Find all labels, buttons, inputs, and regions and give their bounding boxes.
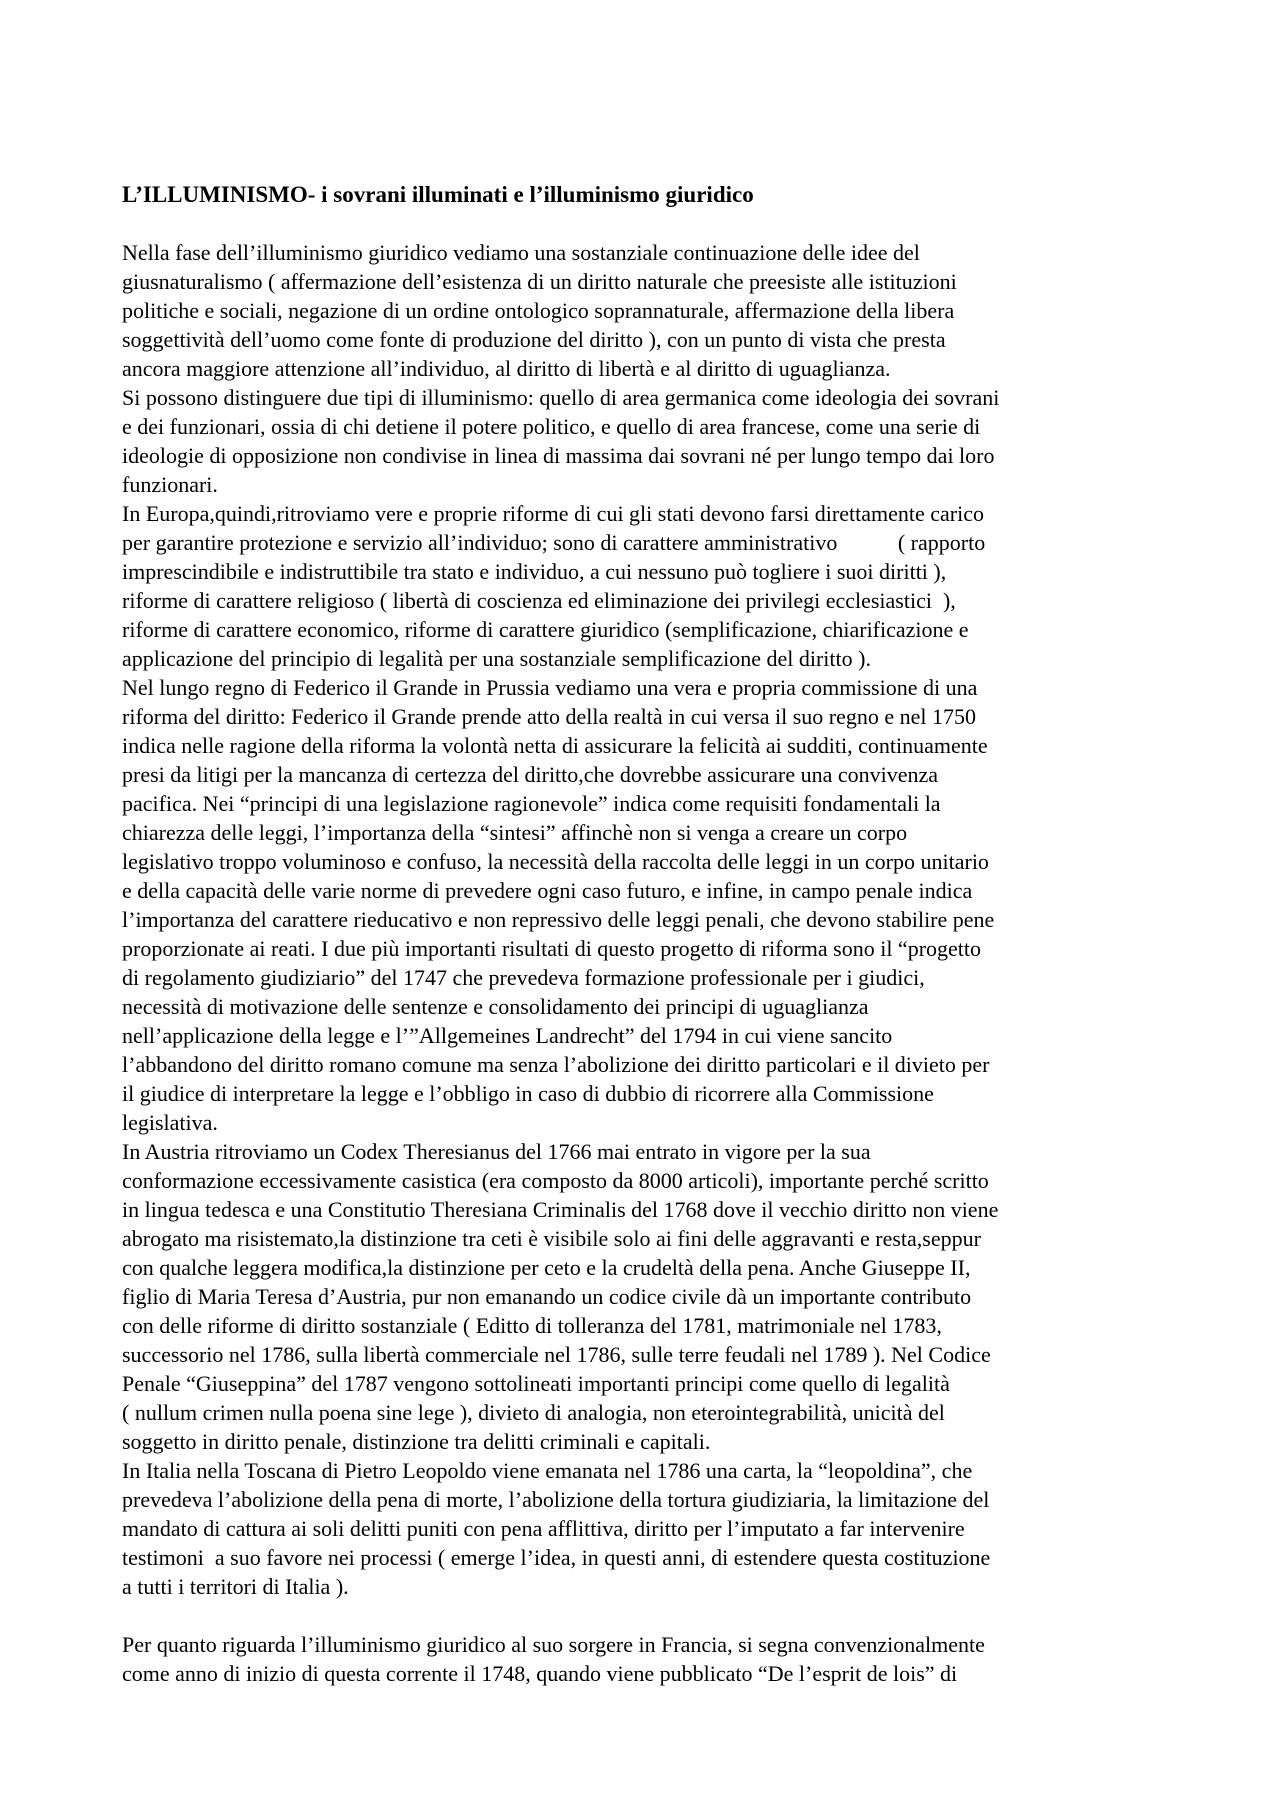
text-line: ancora maggiore attenzione all’individuo, al diritto di libertà e al diritto di uguaglianza.: [122, 356, 891, 381]
text-line: per garantire protezione e servizio all’individuo; sono di carattere amministrativo ( rapporto: [122, 530, 986, 555]
text-line: legislativo troppo voluminoso e confuso, la necessità della raccolta delle leggi in un corpo unitario: [122, 849, 989, 874]
text-line: Per quanto riguarda l’illuminismo giuridico al suo sorgere in Francia, si segna convenzionalmente: [122, 1632, 985, 1657]
text-line: a tutti i territori di Italia ).: [122, 1574, 349, 1599]
text-line: In Italia nella Toscana di Pietro Leopoldo viene emanata nel 1786 una carta, la “leopoldina”, che: [122, 1458, 973, 1483]
text-line: soggetto in diritto penale, distinzione tra delitti criminali e capitali.: [122, 1429, 711, 1454]
text-line: In Austria ritroviamo un Codex Theresianus del 1766 mai entrato in vigore per la sua: [122, 1139, 871, 1164]
text-line: abrogato ma risistemato,la distinzione tra ceti è visibile solo ai fini delle aggravanti e resta,seppur: [122, 1226, 981, 1251]
text-line: applicazione del principio di legalità per una sostanziale semplificazione del diritto ).: [122, 646, 871, 671]
text-line: soggettività dell’uomo come fonte di produzione del diritto ), con un punto di vista che presta: [122, 327, 946, 352]
document-title: L’ILLUMINISMO- i sovrani illuminati e l’illuminismo giuridico: [122, 182, 754, 207]
text-line: [122, 1601, 1180, 1630]
text-line: mandato di cattura ai soli delitti puniti con pena afflittiva, diritto per l’imputato a far intervenire: [122, 1516, 965, 1541]
text-line: successorio nel 1786, sulla libertà commerciale nel 1786, sulle terre feudali nel 1789 ). Nel Codice: [122, 1342, 991, 1367]
text-line: pacifica. Nei “principi di una legislazione ragionevole” indica come requisiti fondamentali la: [122, 791, 941, 816]
text-line: l’abbandono del diritto romano comune ma senza l’abolizione dei diritto particolari e il divieto per: [122, 1052, 990, 1077]
text-line: riforma del diritto: Federico il Grande prende atto della realtà in cui versa il suo regno e nel 1750: [122, 704, 977, 729]
text-line: con delle riforme di diritto sostanziale ( Editto di tolleranza del 1781, matrimoniale nel 1783,: [122, 1313, 942, 1338]
text-line: riforme di carattere religioso ( libertà di coscienza ed eliminazione dei privilegi ecclesiastici ),: [122, 588, 956, 613]
text-line: con qualche leggera modifica,la distinzione per ceto e la crudeltà della pena. Anche Giuseppe II,: [122, 1255, 971, 1280]
document-body: [122, 238, 1180, 1688]
text-line: imprescindibile e indistruttibile tra stato e individuo, a cui nessuno può togliere i suoi diritti ),: [122, 559, 947, 584]
text-line: giusnaturalismo ( affermazione dell’esistenza di un diritto naturale che preesiste alle istituzioni: [122, 269, 957, 294]
text-line: come anno di inizio di questa corrente il 1748, quando viene pubblicato “De l’esprit de lois” di: [122, 1661, 958, 1686]
text-line: figlio di Maria Teresa d’Austria, pur non emanando un codice civile dà un importante contributo: [122, 1284, 972, 1309]
text-line: funzionari.: [122, 472, 218, 497]
text-line: e dei funzionari, ossia di chi detiene il potere politico, e quello di area francese, come una serie di: [122, 414, 981, 439]
text-line: il giudice di interpretare la legge e l’obbligo in caso di dubbio di ricorrere alla Commissione: [122, 1081, 934, 1106]
text-line: prevedeva l’abolizione della pena di morte, l’abolizione della tortura giudiziaria, la limitazione del: [122, 1487, 990, 1512]
text-line: In Europa,quindi,ritroviamo vere e proprie riforme di cui gli stati devono farsi direttamente carico: [122, 501, 984, 526]
text-line: ideologie di opposizione non condivise in linea di massima dai sovrani né per lungo tempo dai loro: [122, 443, 995, 468]
text-line: presi da litigi per la mancanza di certezza del diritto,che dovrebbe assicurare una convivenza: [122, 762, 939, 787]
text-line: testimoni a suo favore nei processi ( emerge l’idea, in questi anni, di estendere questa costituzione: [122, 1545, 991, 1570]
text-line: nell’applicazione della legge e l’”Allgemeines Landrecht” del 1794 in cui viene sancito: [122, 1023, 893, 1048]
text-line: conformazione eccessivamente casistica (era composto da 8000 articoli), importante perché scritto: [122, 1168, 989, 1193]
text-line: riforme di carattere economico, riforme di carattere giuridico (semplificazione, chiarificazione e: [122, 617, 969, 642]
text-line: necessità di motivazione delle sentenze e consolidamento dei principi di uguaglianza: [122, 994, 869, 1019]
text-line: l’importanza del carattere rieducativo e non repressivo delle leggi penali, che devono stabilire pene: [122, 907, 995, 932]
text-line: Si possono distinguere due tipi di illuminismo: quello di area germanica come ideologia dei sovrani: [122, 385, 1000, 410]
text-line: e della capacità delle varie norme di prevedere ogni caso futuro, e infine, in campo penale indica: [122, 878, 973, 903]
text-line: Nella fase dell’illuminismo giuridico vediamo una sostanziale continuazione delle idee del: [122, 240, 920, 265]
text-line: politiche e sociali, negazione di un ordine ontologico soprannaturale, affermazione della libera: [122, 298, 955, 323]
text-line: Nel lungo regno di Federico il Grande in Prussia vediamo una vera e propria commissione di una: [122, 675, 978, 700]
text-line: chiarezza delle leggi, l’importanza della “sintesi” affinchè non si venga a creare un corpo: [122, 820, 908, 845]
text-line: legislativa.: [122, 1110, 218, 1135]
text-line: in lingua tedesca e una Constitutio Theresiana Criminalis del 1768 dove il vecchio diritto non viene: [122, 1197, 999, 1222]
text-line: di regolamento giudiziario” del 1747 che prevedeva formazione professionale per i giudici,: [122, 965, 925, 990]
text-line: indica nelle ragione della riforma la volontà netta di assicurare la felicità ai sudditi, continuamente: [122, 733, 988, 758]
text-line: ( nullum crimen nulla poena sine lege ), divieto di analogia, non eterointegrabilità, unicità del: [122, 1400, 945, 1425]
text-line: proporzionate ai reati. I due più importanti risultati di questo progetto di riforma sono il “progetto: [122, 936, 982, 961]
text-line: Penale “Giuseppina” del 1787 vengono sottolineati importanti principi come quello di legalità: [122, 1371, 950, 1396]
